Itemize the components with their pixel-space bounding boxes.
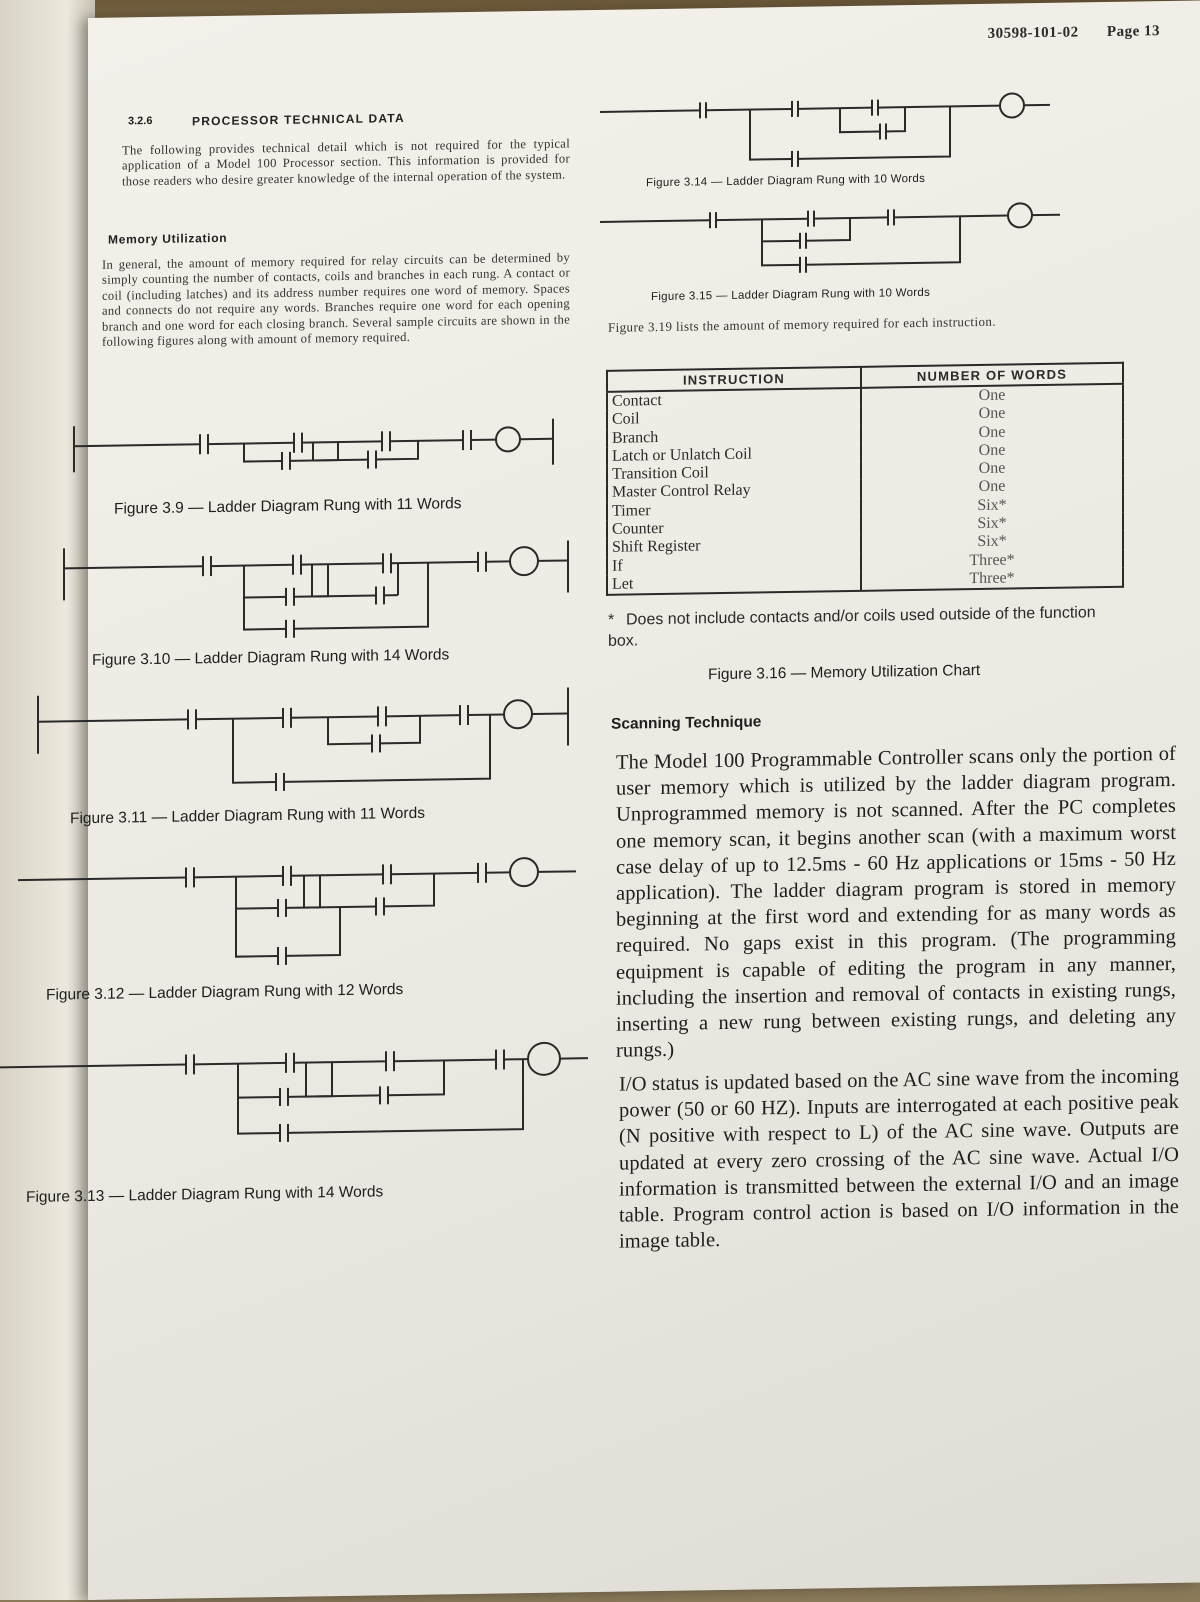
instruction-cell: Contact (607, 388, 861, 411)
memory-utilization-table (606, 362, 1124, 596)
table-footnote (608, 602, 1108, 652)
words-cell: One (861, 476, 1123, 498)
instruction-cell: Branch (607, 425, 861, 447)
memory-utilization-paragraph: In general, the amount of memory required for relay circuits can be determined by simply counting the number of contacts, coils and branches in each rung. A contact or coil (including latches) and its address number requires one word of memory. Spaces and connects do not require any words. Branches require one word for each opening branch and one word for each closing branch. Several sample circuits are shown in the following figures along with amount of memory required. (102, 250, 570, 350)
instruction-cell: Master Control Relay (607, 480, 861, 502)
figure-3-16-caption: Figure 3.16 — Memory Utilization Chart (708, 662, 980, 684)
instruction-cell: Timer (607, 499, 861, 521)
ladder-diagram-3-14 (600, 85, 1070, 172)
words-cell: Six* (861, 531, 1123, 553)
words-cell: Three* (861, 549, 1123, 571)
page-number: Page 13 (1107, 23, 1160, 40)
words-cell: One (861, 440, 1123, 462)
instruction-cell: Counter (607, 517, 861, 539)
figure-3-14-caption: Figure 3.14 — Ladder Diagram Rung with 10 Words (646, 173, 925, 189)
words-cell: One (861, 421, 1123, 443)
column-header-words: NUMBER OF WORDS (861, 363, 1123, 388)
column-header-instruction: INSTRUCTION (607, 367, 861, 392)
section-number: 3.2.6 (128, 115, 152, 127)
ladder-diagram-3-13 (0, 1030, 588, 1159)
intro-paragraph: The following provides technical detail which is not required for the typical application of a Model 100 Processor section. This information is provided for those readers who desire greater knowledge of the internal operation of the system. (122, 136, 570, 189)
instruction-cell: If (607, 554, 861, 576)
ladder-diagram-3-11 (28, 685, 588, 804)
words-cell: One (861, 403, 1123, 425)
page-header (964, 23, 1160, 43)
figure-3-11-caption: Figure 3.11 — Ladder Diagram Rung with 11 Words (70, 805, 425, 829)
ladder-diagram-3-15 (600, 194, 1080, 282)
figure-3-13-caption: Figure 3.13 — Ladder Diagram Rung with 14 Words (26, 1183, 383, 1207)
instruction-cell: Let (607, 572, 861, 595)
section-title: PROCESSOR TECHNICAL DATA (192, 111, 405, 128)
memory-utilization-heading: Memory Utilization (108, 231, 227, 247)
words-cell: Six* (861, 495, 1123, 517)
instruction-cell: Latch or Unlatch Coil (607, 444, 861, 466)
footnote-marker: * (608, 610, 626, 631)
figure-3-15-caption: Figure 3.15 — Ladder Diagram Rung with 10 Words (651, 287, 930, 303)
figure-3-19-intro: Figure 3.19 lists the amount of memory required for each instruction. (608, 312, 1088, 336)
instruction-cell: Transition Coil (607, 462, 861, 484)
ladder-diagram-3-12 (8, 843, 588, 972)
instruction-cell: Coil (607, 407, 861, 429)
figure-3-10-caption: Figure 3.10 — Ladder Diagram Rung with 14 Words (92, 646, 449, 670)
instruction-cell: Shift Register (607, 535, 861, 557)
ladder-diagram-3-10 (58, 532, 578, 650)
words-cell: One (861, 384, 1123, 407)
manual-page (88, 1, 1200, 1600)
footnote-text: Does not include contacts and/or coils used outside of the function box. (608, 604, 1096, 650)
words-cell: One (861, 458, 1123, 480)
scanning-paragraph-1: The Model 100 Programmable Controller scans only the portion of user memory which is utilized by the ladder diagram program. Unprogrammed memory is not scanned. After the PC completes one memory scan, it begins another scan (with a maximum worst case delay of up to 12.5ms - 60 Hz applications or 15ms - 50 Hz application). The ladder diagram program is stored in memory beginning at the first word and extending for as many words as required. No gaps exist in this program. (The programming equipment is capable of editing the program in any manner, including the insertion and removal of contacts in existing rungs, inserting a new rung between existing rungs, and deleting any rungs.) (616, 741, 1176, 1064)
figure-3-9-caption: Figure 3.9 — Ladder Diagram Rung with 11 Words (114, 495, 461, 518)
scanning-paragraph-2: I/O status is updated based on the AC sine wave from the incoming power (50 or 60 HZ). Inputs are interrogated at each positive peak (N positive with respect to L) of the AC sine wave. Outputs are updated at every zero crossing of the AC sine wave. Actual I/O information is transmitted between the external I/O and an image table. Program control action is based on I/O information in the image table. (619, 1063, 1179, 1255)
scanning-technique-heading: Scanning Technique (611, 713, 761, 733)
words-cell: Six* (861, 513, 1123, 535)
ladder-diagram-3-9 (68, 410, 568, 488)
figure-3-12-caption: Figure 3.12 — Ladder Diagram Rung with 12 Words (46, 981, 403, 1005)
document-number: 30598-101-02 (988, 24, 1079, 41)
words-cell: Three* (861, 568, 1123, 591)
